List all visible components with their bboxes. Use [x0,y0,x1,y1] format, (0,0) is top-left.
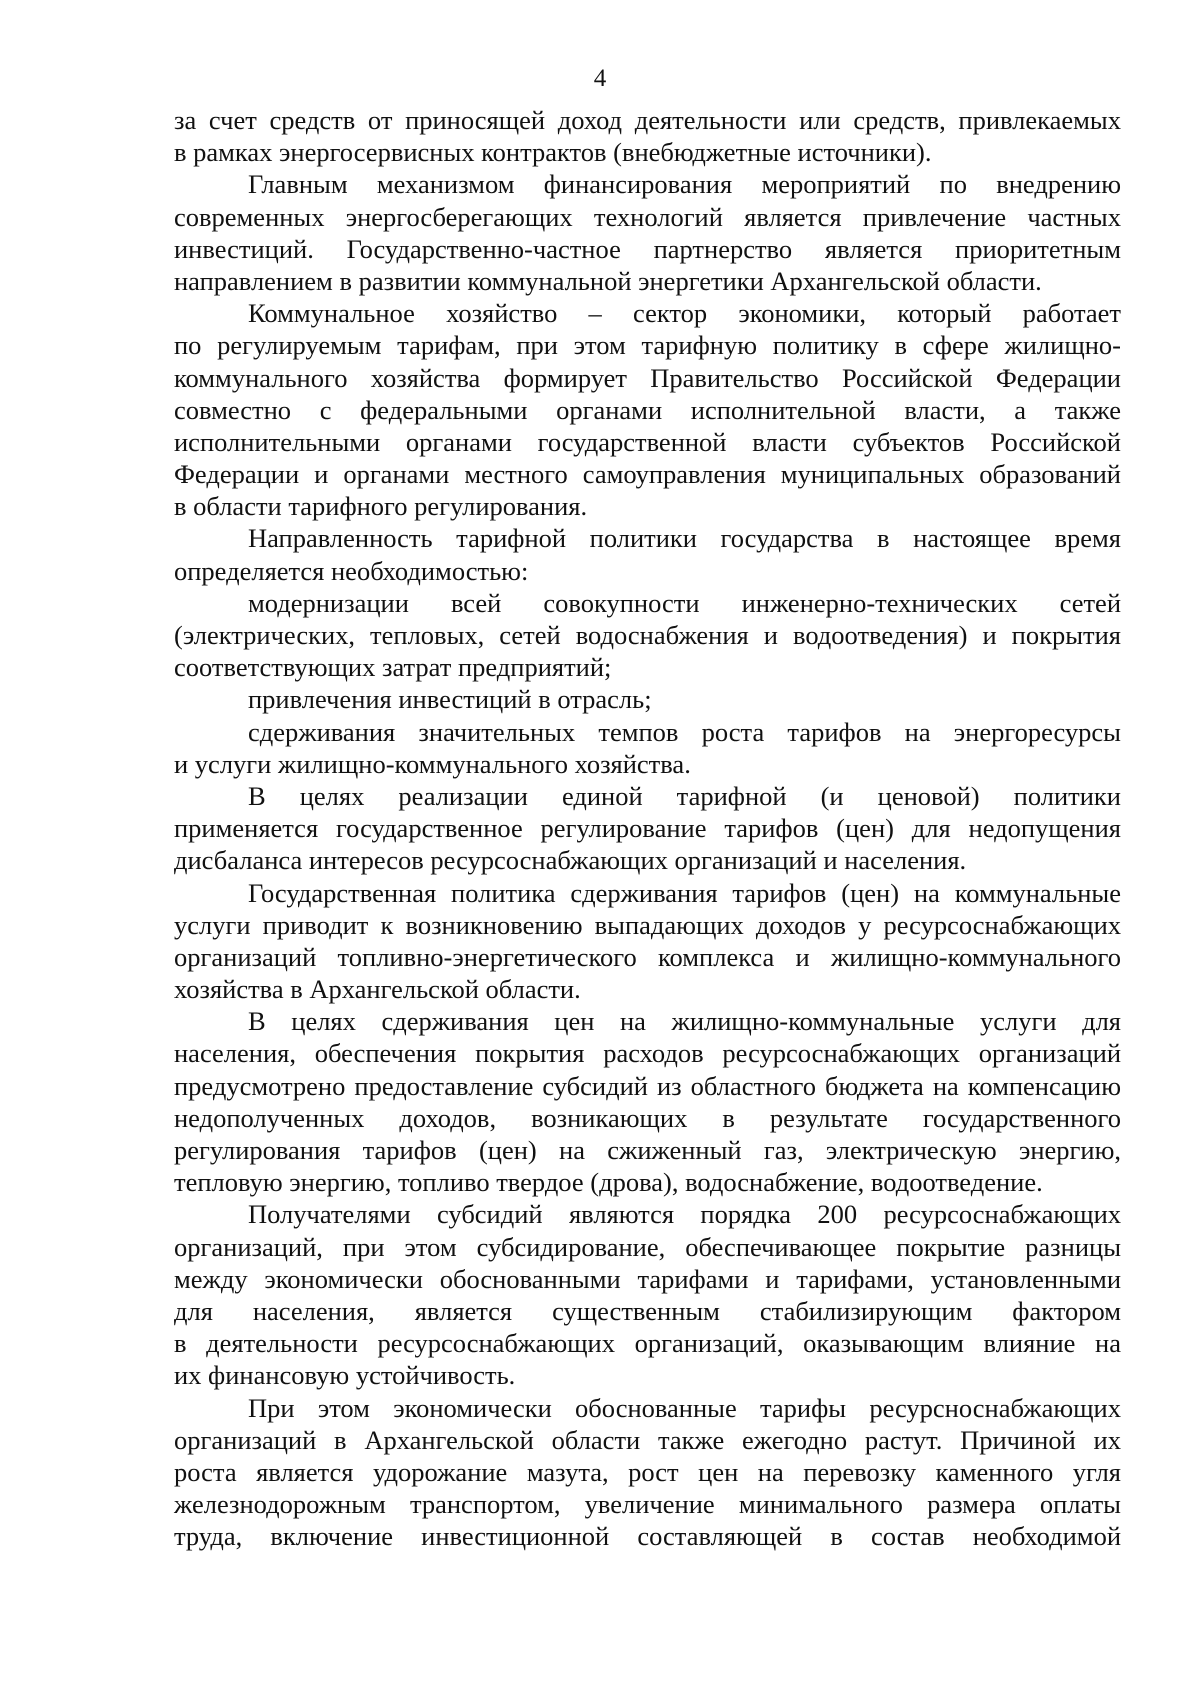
text-line: инвестиций. Государственно-частное партнерство является приоритетным [174,233,1121,264]
text-line: предусмотрено предоставление субсидий из областного бюджета на компенсацию [174,1070,1121,1101]
paragraph-first-line: Направленность тарифной политики государства в настоящее время [248,523,1121,554]
text-line: организаций в Архангельской области также ежегодно растут. Причиной их [174,1424,1121,1455]
paragraph-first-line: Государственная политика сдерживания тарифов (цен) на коммунальные [248,877,1121,908]
text-line: (электрических, тепловых, сетей водоснабжения и водоотведения) и покрытия [174,620,1121,650]
text-line: соответствующих затрат предприятий; [174,652,612,683]
text-line: для населения, является существенным стабилизирующим фактором [174,1295,1121,1326]
text-line: между экономически обоснованными тарифами и тарифами, установленными [174,1263,1121,1294]
paragraph-first-line: В целях реализации единой тарифной (и ценовой) политики [248,780,1121,811]
text-line: организаций топливно-энергетического комплекса и жилищно-коммунального [174,941,1121,972]
document-body [174,104,1121,1552]
text-line: услуги приводит к возникновению выпадающих доходов у ресурсоснабжающих [174,909,1121,940]
text-line: за счет средств от приносящей доход деятельности или средств, привлекаемых [174,105,1121,135]
text-line: исполнительными органами государственной власти субъектов Российской [174,426,1121,457]
text-line: современных энергосберегающих технологий является привлечение частных [174,201,1121,232]
list-item-first-line: привлечения инвестиций в отрасль; [248,684,652,715]
text-line: в рамках энергосервисных контрактов (внебюджетные источники). [174,137,932,168]
text-line: регулирования тарифов (цен) на сжиженный газ, электрическую энергию, [174,1135,1121,1165]
text-line: и услуги жилищно-коммунального хозяйства. [174,748,691,779]
text-line: их финансовую устойчивость. [174,1360,516,1391]
paragraph-first-line: Коммунальное хозяйство – сектор экономики, который работает [248,298,1121,329]
list-item-first-line: модернизации всей совокупности инженерно-технических сетей [248,587,1121,618]
text-line: Федерации и органами местного самоуправления муниципальных образований [174,459,1121,490]
text-line: роста является удорожание мазута, рост цен на перевозку каменного угля [174,1456,1121,1487]
text-line: в области тарифного регулирования. [174,491,588,522]
text-line: недополученных доходов, возникающих в результате государственного [174,1102,1121,1133]
text-line: дисбаланса интересов ресурсоснабжающих организаций и населения. [174,845,967,876]
paragraph-first-line: Получателями субсидий являются порядка 200 ресурсоснабжающих [248,1199,1121,1230]
list-item-first-line: сдерживания значительных темпов роста тарифов на энергоресурсы [248,716,1121,747]
text-line: применяется государственное регулирование тарифов (цен) для недопущения [174,813,1121,844]
text-line: тепловую энергию, топливо твердое (дрова), водоснабжение, водоотведение. [174,1167,1043,1198]
text-line: в деятельности ресурсоснабжающих организаций, оказывающим влияние на [174,1328,1121,1359]
text-line: по регулируемым тарифам, при этом тарифную политику в сфере жилищно- [174,330,1121,361]
paragraph-first-line: При этом экономически обоснованные тарифы ресурсноснабжающих [248,1392,1121,1423]
text-line: труда, включение инвестиционной составляющей в состав необходимой [174,1521,1121,1552]
text-line: определяется необходимостью: [174,555,529,586]
text-line: коммунального хозяйства формирует Правительство Российской Федерации [174,362,1121,393]
text-line: хозяйства в Архангельской области. [174,974,581,1005]
text-line: совместно с федеральными органами исполнительной власти, а также [174,394,1121,425]
paragraph-first-line: Главным механизмом финансирования мероприятий по внедрению [248,169,1121,200]
text-line: населения, обеспечения покрытия расходов ресурсоснабжающих организаций [174,1038,1121,1069]
page-number: 4 [593,65,607,92]
paragraph-first-line: В целях сдерживания цен на жилищно-коммунальные услуги для [248,1006,1121,1037]
text-line: железнодорожным транспортом, увеличение минимального размера оплаты [174,1489,1121,1520]
text-line: направлением в развитии коммунальной энергетики Архангельской области. [174,265,1042,296]
text-line: организаций, при этом субсидирование, обеспечивающее покрытие разницы [174,1231,1121,1262]
